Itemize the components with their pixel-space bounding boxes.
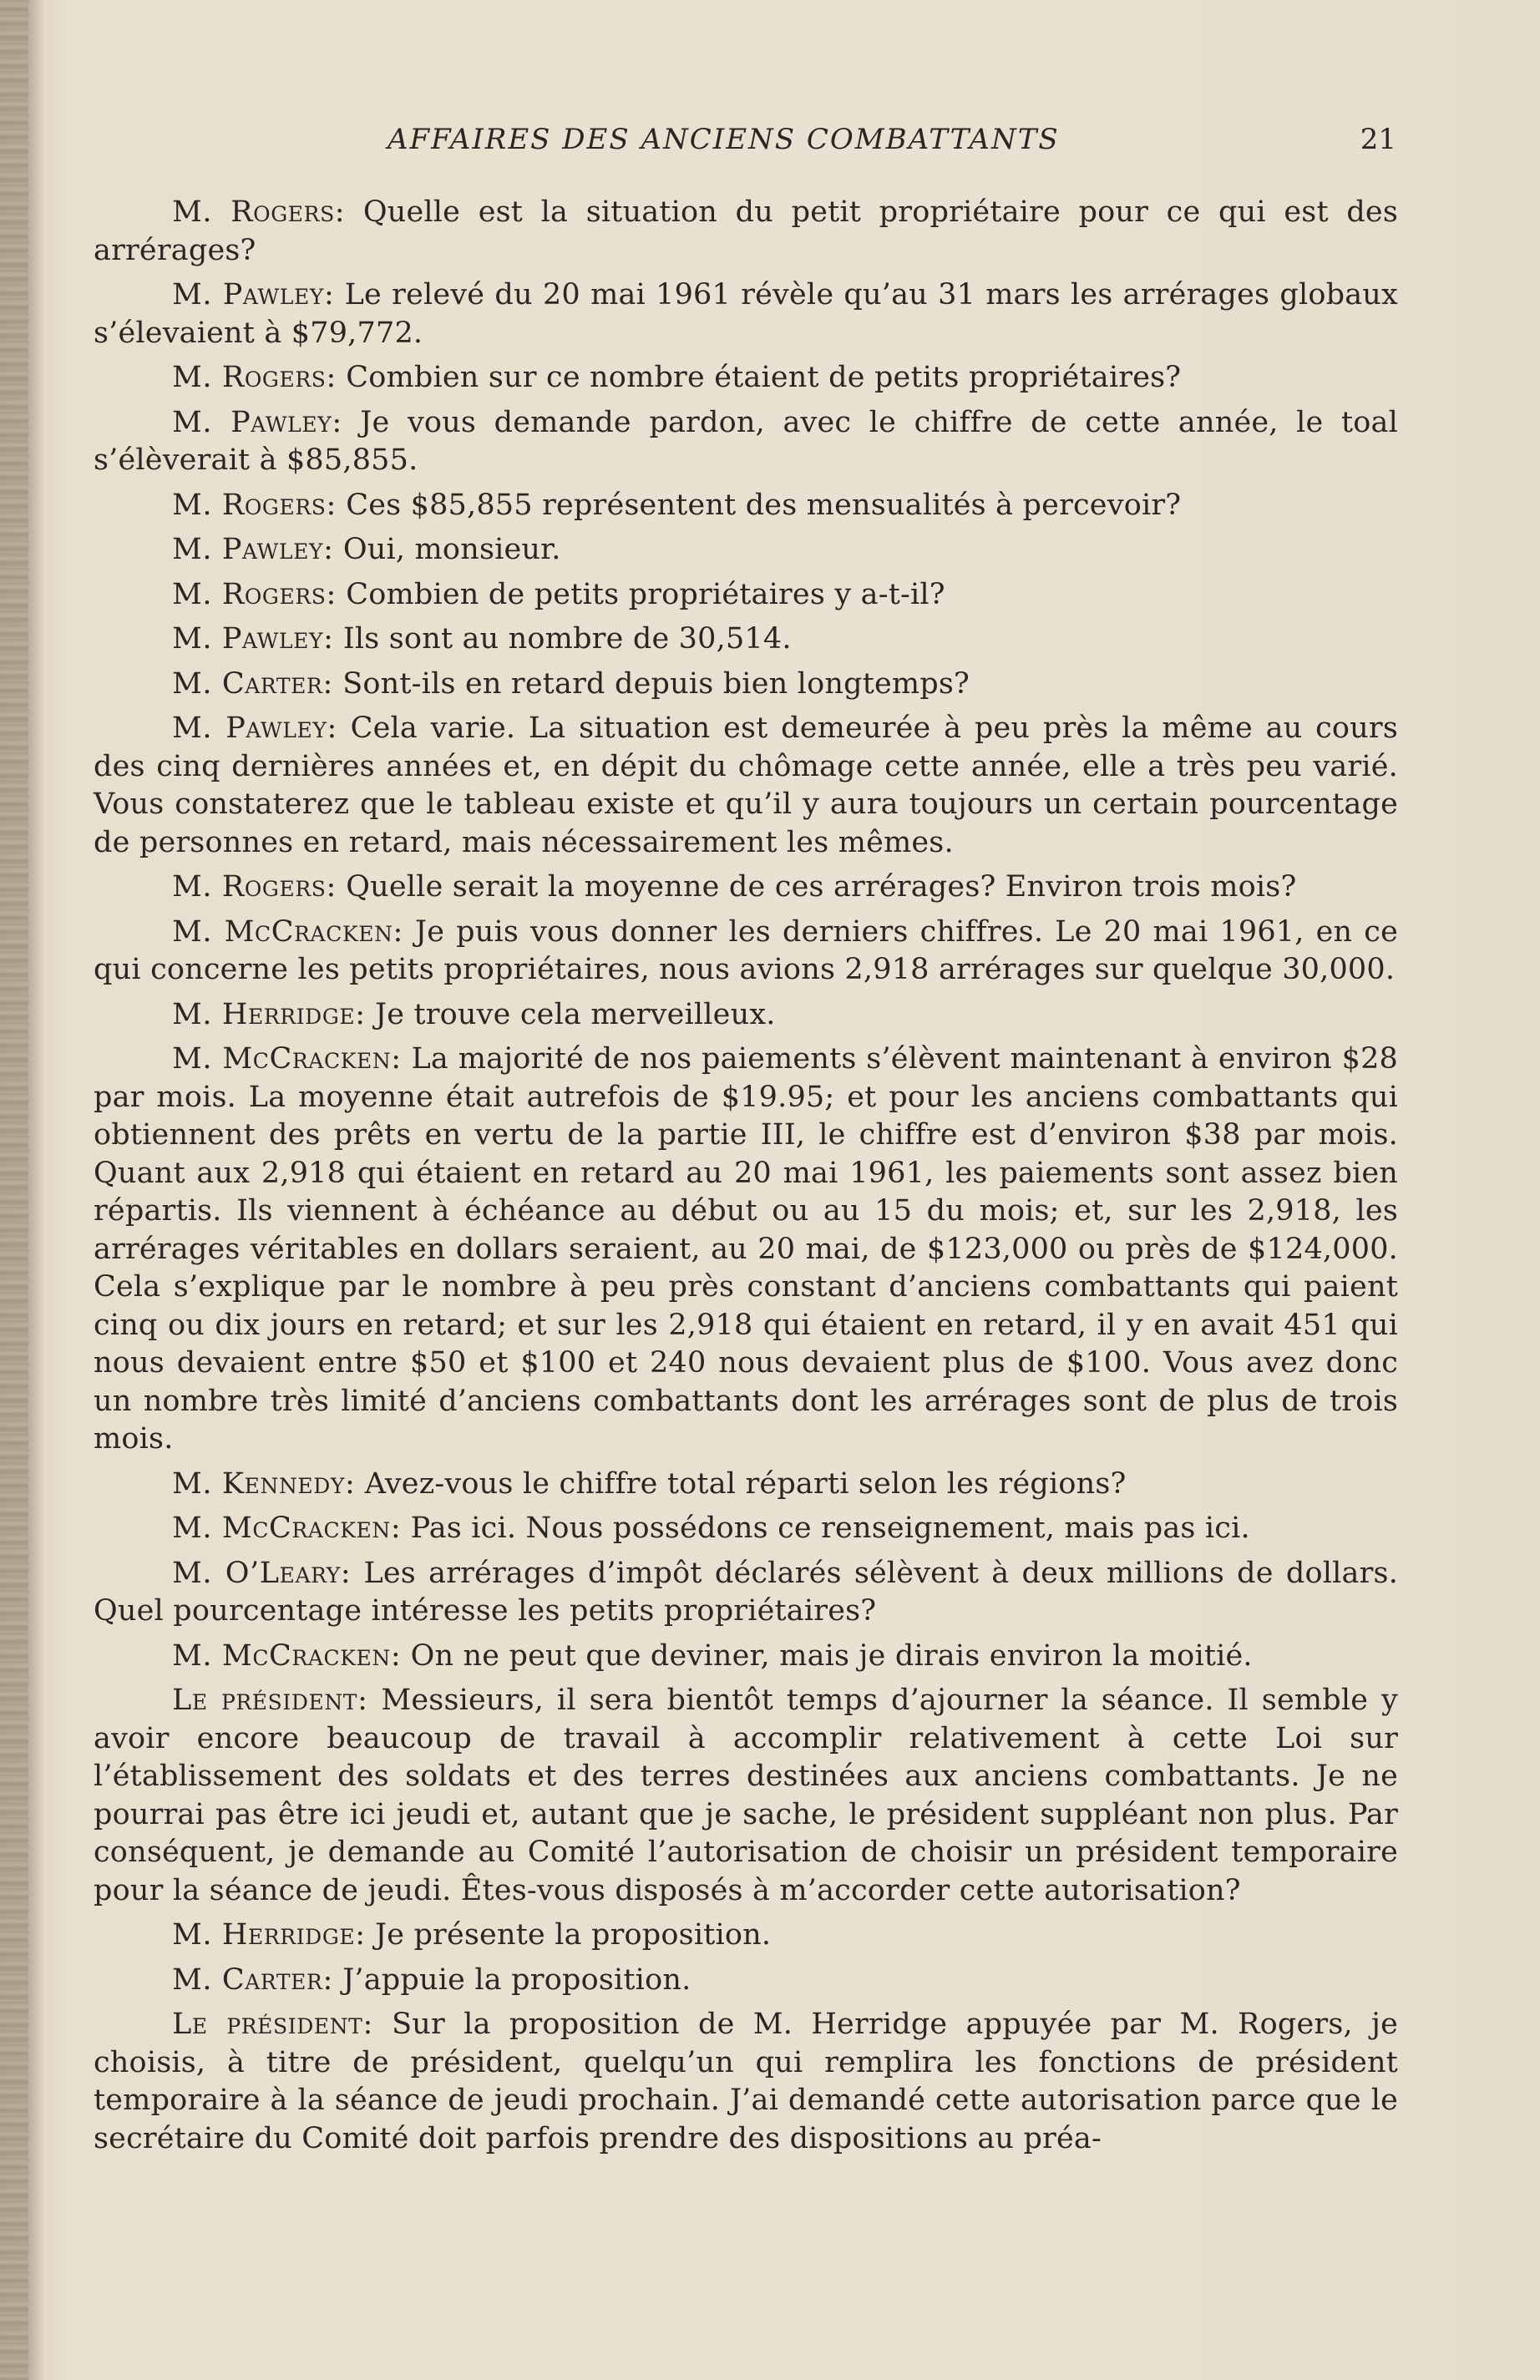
speaker-name: Le président: [172, 1684, 368, 1717]
speaker-name: M. Herridge: [172, 1918, 366, 1952]
paragraph-text: Pas ici. Nous possédons ce renseignement, mais pas ici. [410, 1512, 1250, 1545]
speaker-name: M. McCracken: [172, 1512, 402, 1545]
paragraph [94, 1962, 1398, 2000]
paragraph-text: J’appuie la proposition. [342, 1962, 691, 1997]
paragraph [94, 620, 1398, 659]
page-header [94, 119, 1396, 160]
speaker-name: M. O’Leary: [172, 1556, 352, 1590]
speaker-name: M. Pawley: [172, 405, 342, 439]
paragraph-text: Combien sur ce nombre étaient de petits propriétaires? [346, 361, 1182, 394]
paragraph-text: Messieurs, il sera bientôt temps d’ajourner la séance. Il semble y avoir encore beaucoup de travail à accomplir relativement à cette Loi sur l’établissement des soldats et des terres destinées aux anciens combattants. Je ne pourrai pas être ici jeudi et, autant que je sache, le président suppléant non plus. Par conséquent, je demande au Comité l’autorisation de choisir un président temporaire pour la séance de jeudi. Êtes-vous disposés à m’accorder cette autorisation? [94, 1684, 1398, 1907]
paragraph [94, 531, 1398, 570]
paragraph-text: Je puis vous donner les derniers chiffres. Le 20 mai 1961, en ce qui concerne les petits propriétaires, nous avions 2,918 arrérages sur quelque 30,000. [94, 914, 1398, 986]
paragraph [94, 666, 1398, 704]
paragraph-text: Je trouve cela merveilleux. [374, 997, 776, 1031]
paragraph-text: Les arrérages d’impôt déclarés sélèvent à deux millions de dollars. Quel pourcentage intéresse les petits propriétaires? [94, 1556, 1399, 1628]
paragraph-text: Ces $85,855 représentent des mensualités à percevoir? [346, 488, 1182, 522]
paragraph-text: Quelle serait la moyenne de ces arrérages? Environ trois mois? [346, 870, 1297, 904]
speaker-name: M. McCracken: [172, 1638, 402, 1673]
speaker-name: M. Rogers: [172, 488, 337, 522]
paragraph-text: Avez-vous le chiffre total réparti selon les régions? [364, 1466, 1127, 1501]
paragraph-text: Sont-ils en retard depuis bien longtemps? [342, 666, 970, 701]
paragraph [94, 1466, 1398, 1504]
paragraph [94, 487, 1398, 525]
paragraph-text: La majorité de nos paiements s’élèvent maintenant à environ $28 par mois. La moyenne était autrefois de $19.95; et pour les anciens combattants qui obtiennent des prêts en vertu de la partie III, le chiffre est d’environ $38 par mois. Quant aux 2,918 qui étaient en retard au 20 mai 1961, les paiements sont assez bien répartis. Ils viennent à échéance au début ou au 15 du mois; et, sur les 2,918, les arrérages véritables en dollars seraient, au 20 mai, de $123,000 ou près de $124,000. Cela s’explique par le nombre à peu près constant d’anciens combattants qui paient cinq ou dix jours en retard; et sur les 2,918 qui étaient en retard, il y en avait 451 qui nous devaient entre $50 et $100 et 240 nous devaient plus de $100. Vous avez donc un nombre très limité d’anciens combattants dont les arrérages sont de plus de trois mois. [94, 1042, 1398, 1456]
paragraph [94, 868, 1398, 907]
paragraph-text: Combien de petits propriétaires y a-t-il? [346, 577, 945, 611]
paragraph [94, 359, 1398, 398]
speaker-name: M. McCracken: [172, 1042, 402, 1076]
paragraph-text: Le relevé du 20 mai 1961 révèle qu’au 31 mars les arrérages globaux s’élevaient à $79,772. [94, 278, 1398, 350]
paragraph [94, 1041, 1398, 1459]
speaker-name: M. Rogers: [172, 577, 337, 611]
paragraph [94, 1682, 1398, 1910]
speaker-name: Le président: [172, 2008, 373, 2041]
speaker-name: M. Pawley: [172, 711, 337, 745]
transcript-body [94, 194, 1398, 2165]
paragraph-text: Ils sont au nombre de 30,514. [342, 622, 792, 656]
paragraph [94, 996, 1398, 1035]
speaker-name: M. Pawley: [172, 278, 335, 311]
paragraph [94, 276, 1398, 352]
paragraph [94, 1638, 1398, 1676]
speaker-name: M. Herridge: [172, 997, 366, 1031]
speaker-name: M. Rogers: [172, 195, 346, 229]
paragraph [94, 404, 1398, 480]
page-number: 21 [1360, 123, 1396, 156]
paragraph-text: On ne peut que deviner, mais je dirais environ la moitié. [410, 1638, 1253, 1673]
paragraph-text: Cela varie. La situation est demeurée à peu près la même au cours des cinq dernières années et, en dépit du chômage cette année, elle a très peu varié. Vous constaterez que le tableau existe et qu’il y aura toujours un certain pourcentage de personnes en retard, mais nécessairement les mêmes. [94, 711, 1399, 859]
speaker-name: M. Carter: [172, 1962, 333, 1997]
binding-shadow [28, 0, 45, 2380]
paragraph [94, 2006, 1398, 2158]
speaker-name: M. Carter: [172, 666, 333, 701]
paragraph [94, 576, 1398, 615]
paragraph-text: Quelle est la situation du petit propriétaire pour ce qui est des arrérages? [94, 195, 1398, 267]
running-title: AFFAIRES DES ANCIENS COMBATTANTS [388, 123, 1060, 156]
speaker-name: M. Pawley: [172, 622, 334, 656]
paragraph-text: Je vous demande pardon, avec le chiffre de cette année, le toal s’élèverait à $85,855. [94, 405, 1398, 477]
paragraph-text: Sur la proposition de M. Herridge appuyée par M. Rogers, je choisis, à titre de président, quelqu’un qui remplira les fonctions de président temporaire à la séance de jeudi prochain. J’ai demandé cette autorisation parce que le secrétaire du Comité doit parfois prendre des dispositions au préa- [94, 2008, 1398, 2155]
paragraph-text: Oui, monsieur. [342, 533, 561, 566]
speaker-name: M. Pawley: [172, 533, 334, 566]
speaker-name: M. McCracken: [172, 914, 403, 949]
book-binding-edge [0, 0, 28, 2380]
speaker-name: M. Kennedy: [172, 1466, 356, 1501]
paragraph [94, 914, 1398, 990]
speaker-name: M. Rogers: [172, 870, 337, 904]
paragraph [94, 1917, 1398, 1955]
paragraph [94, 1555, 1398, 1631]
speaker-name: M. Rogers: [172, 361, 337, 394]
paragraph [94, 1510, 1398, 1548]
paragraph [94, 710, 1398, 862]
paragraph-text: Je présente la proposition. [374, 1918, 772, 1952]
paragraph [94, 194, 1398, 270]
